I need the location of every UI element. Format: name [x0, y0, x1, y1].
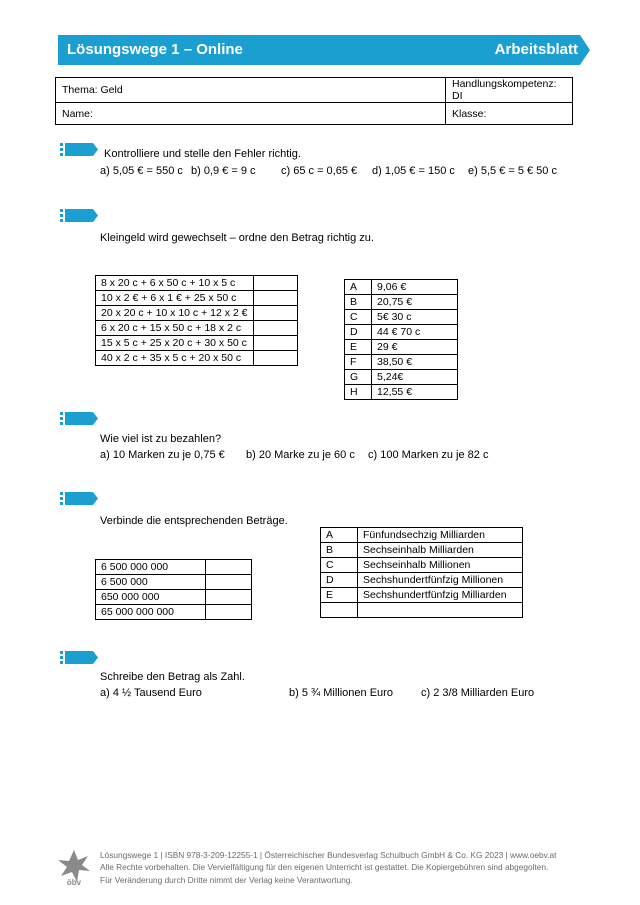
table-row	[345, 370, 458, 385]
word-cell	[358, 603, 523, 618]
table-row	[321, 588, 523, 603]
table-row	[321, 543, 523, 558]
amount-cell: 44 € 70 c	[372, 325, 458, 340]
amount-table	[344, 279, 458, 400]
table-row	[96, 351, 298, 366]
task5-item-c: c) 2 3/8 Milliarden Euro	[421, 687, 535, 699]
worksheet-title: Lösungswege 1 – Online	[67, 41, 243, 58]
number-cell: 6 500 000	[96, 575, 206, 590]
table-row	[321, 573, 523, 588]
table-row	[345, 310, 458, 325]
answer-cell[interactable]	[206, 590, 252, 605]
table-row	[96, 321, 298, 336]
table-row	[96, 276, 298, 291]
worksheet-type-label: Arbeitsblatt	[494, 41, 578, 58]
table-row	[96, 291, 298, 306]
footer-line: Für Veränderung durch Dritte nimmt der Verlag keine Verantwortung.	[100, 874, 353, 885]
answer-cell[interactable]	[206, 560, 252, 575]
task1-item-b: b) 0,9 € = 9 c	[191, 165, 256, 177]
table-row	[345, 355, 458, 370]
answer-cell[interactable]	[253, 336, 297, 351]
letter-cell: E	[345, 340, 372, 355]
letter-cell: E	[321, 588, 358, 603]
table-row	[96, 575, 252, 590]
exchange-cell: 6 x 20 c + 15 x 50 c + 18 x 2 c	[96, 321, 254, 336]
numbers-table	[95, 559, 252, 620]
class-field[interactable]: Klasse:	[446, 103, 573, 125]
letter-cell: G	[345, 370, 372, 385]
exchange-cell: 20 x 20 c + 10 x 10 c + 12 x 2 €	[96, 306, 254, 321]
word-cell: Sechshundertfünfzig Millionen	[358, 573, 523, 588]
letter-cell: C	[321, 558, 358, 573]
task-number-icon	[60, 412, 100, 430]
letter-cell: H	[345, 385, 372, 400]
words-table	[320, 527, 523, 618]
amount-cell: 20,75 €	[372, 295, 458, 310]
answer-cell[interactable]	[206, 605, 252, 620]
amount-cell: 5€ 30 c	[372, 310, 458, 325]
task3-item-b: b) 20 Marke zu je 60 c	[246, 449, 355, 461]
amount-cell: 29 €	[372, 340, 458, 355]
task5-instruction: Schreibe den Betrag als Zahl.	[100, 671, 245, 683]
exchange-cell: 10 x 2 € + 6 x 1 € + 25 x 50 c	[96, 291, 254, 306]
letter-cell: C	[345, 310, 372, 325]
exchange-cell: 15 x 5 c + 25 x 20 c + 30 x 50 c	[96, 336, 254, 351]
answer-cell[interactable]	[206, 575, 252, 590]
amount-cell: 12,55 €	[372, 385, 458, 400]
answer-cell[interactable]	[253, 351, 297, 366]
amount-cell: 38,50 €	[372, 355, 458, 370]
exchange-cell: 8 x 20 c + 6 x 50 c + 10 x 5 c	[96, 276, 254, 291]
logo-text: öbv	[66, 878, 82, 886]
footer-line: Alle Rechte vorbehalten. Die Vervielfältigung für den eigenen Unterricht ist gestattet. Die Kopiergebühren sind abgegolten.	[100, 862, 549, 873]
letter-cell: D	[345, 325, 372, 340]
footer-line: Lösungswege 1 | ISBN 978-3-209-12255-1 | Österreichischer Bundesverlag Schulbuch GmbH & Co. KG 2023 | www.oebv.at	[100, 850, 557, 860]
task3-instruction: Wie viel ist zu bezahlen?	[100, 433, 222, 445]
table-row	[96, 590, 252, 605]
amount-cell: 9,06 €	[372, 280, 458, 295]
task-number-icon	[60, 492, 100, 510]
table-row	[345, 385, 458, 400]
answer-cell[interactable]	[253, 306, 297, 321]
word-cell: Sechseinhalb Millionen	[358, 558, 523, 573]
table-row	[345, 295, 458, 310]
answer-cell[interactable]	[253, 291, 297, 306]
table-row	[321, 528, 523, 543]
task1-item-a: a) 5,05 € = 550 c	[100, 165, 183, 177]
oebv-logo-icon	[57, 848, 91, 886]
task1-item-e: e) 5,5 € = 5 € 50 c	[468, 165, 557, 177]
table-row	[96, 306, 298, 321]
table-row	[345, 280, 458, 295]
letter-cell: D	[321, 573, 358, 588]
amount-cell: 5,24€	[372, 370, 458, 385]
table-row	[96, 560, 252, 575]
table-row	[321, 603, 523, 618]
answer-cell[interactable]	[253, 276, 297, 291]
letter-cell: A	[321, 528, 358, 543]
task5-item-b: b) 5 ¾ Millionen Euro	[289, 687, 393, 699]
word-cell: Fünfundsechzig Milliarden	[358, 528, 523, 543]
task1-instruction: Kontrolliere und stelle den Fehler richtig.	[104, 148, 301, 160]
info-table	[55, 77, 573, 125]
letter-cell: B	[345, 295, 372, 310]
number-cell: 65 000 000 000	[96, 605, 206, 620]
header-banner	[58, 35, 590, 65]
task1-item-c: c) 65 c = 0,65 €	[281, 165, 358, 177]
task3-item-c: c) 100 Marken zu je 82 c	[368, 449, 489, 461]
exchange-table	[95, 275, 298, 366]
letter-cell: F	[345, 355, 372, 370]
letter-cell	[321, 603, 358, 618]
table-row	[345, 340, 458, 355]
letter-cell: A	[345, 280, 372, 295]
table-row	[321, 558, 523, 573]
task-number-icon	[60, 143, 100, 161]
task-number-icon	[60, 651, 100, 669]
task4-instruction: Verbinde die entsprechenden Beträge.	[100, 515, 288, 527]
task-number-icon	[60, 209, 100, 227]
number-cell: 6 500 000 000	[96, 560, 206, 575]
exchange-cell: 40 x 2 c + 35 x 5 c + 20 x 50 c	[96, 351, 254, 366]
table-row	[96, 605, 252, 620]
task3-item-a: a) 10 Marken zu je 0,75 €	[100, 449, 225, 461]
competence-cell: Handlungskompetenz: DI	[446, 78, 573, 103]
answer-cell[interactable]	[253, 321, 297, 336]
number-cell: 650 000 000	[96, 590, 206, 605]
task5-item-a: a) 4 ½ Tausend Euro	[100, 687, 202, 699]
name-field[interactable]: Name:	[56, 103, 446, 125]
word-cell: Sechshundertfünfzig Milliarden	[358, 588, 523, 603]
table-row	[96, 336, 298, 351]
topic-cell: Thema: Geld	[56, 78, 446, 103]
task1-item-d: d) 1,05 € = 150 c	[372, 165, 455, 177]
task2-instruction: Kleingeld wird gewechselt – ordne den Betrag richtig zu.	[100, 232, 374, 244]
letter-cell: B	[321, 543, 358, 558]
word-cell: Sechseinhalb Milliarden	[358, 543, 523, 558]
footer-text	[100, 849, 556, 886]
table-row	[345, 325, 458, 340]
